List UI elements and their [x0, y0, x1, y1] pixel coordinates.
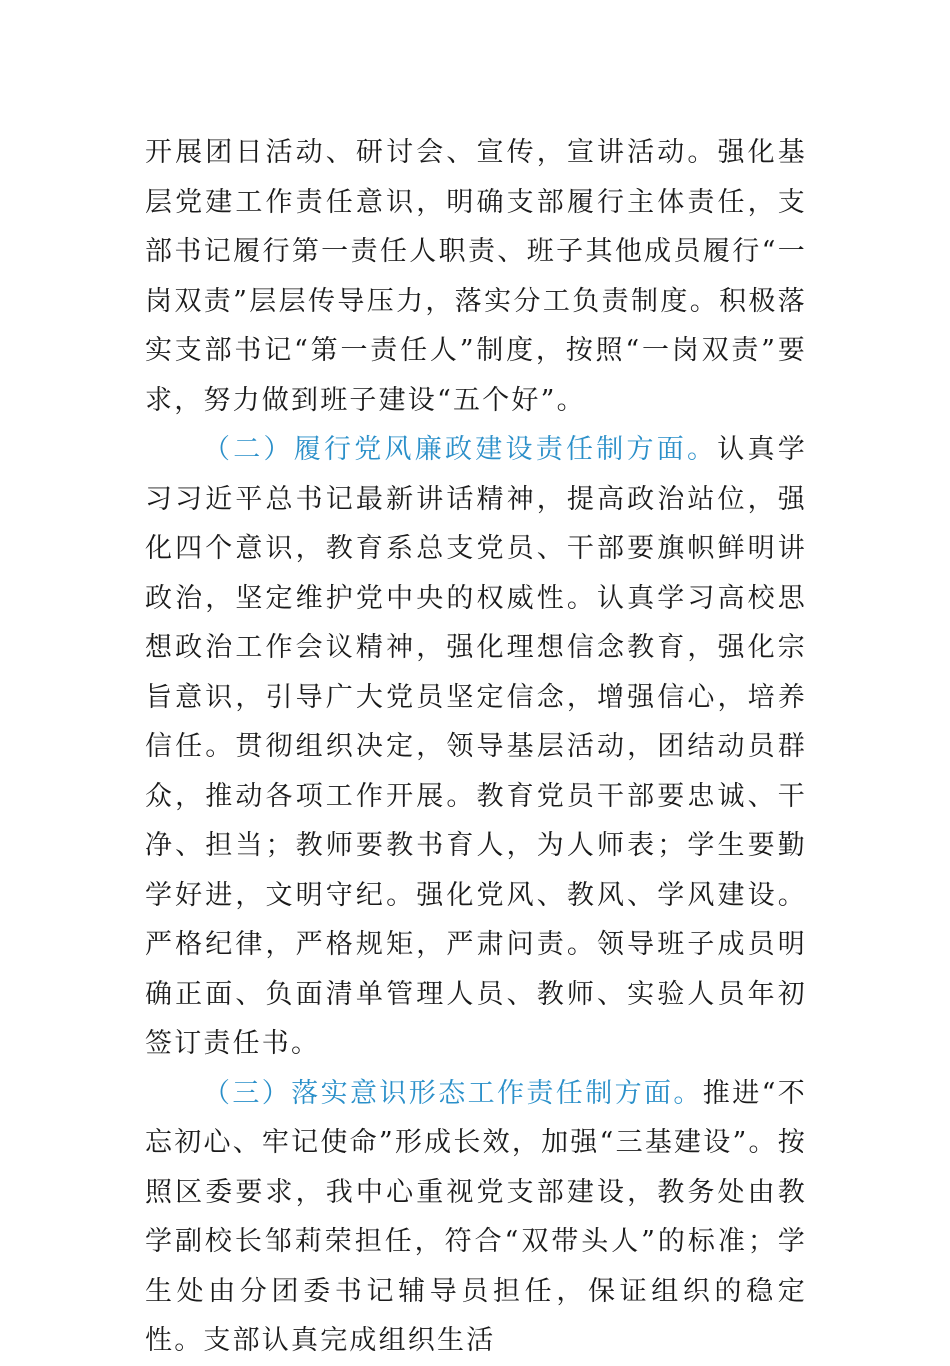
- paragraph-text: 推进“不忘初心、牢记使命”形成长效，加强“三基建设”。按照区委要求，我中心重视党支部建设，教务处由教学副校长邹莉荣担任，符合“双带头人”的标准；学生处由分团委书记辅导员担任，保证组织的稳定性。支部认真完成组织生活: [145, 1077, 807, 1356]
- paragraph-section-2: [145, 425, 807, 1069]
- paragraph-text: 认真学习习近平总书记最新讲话精神，提高政治站位，强化四个意识，教育系总支党员、干部要旗帜鲜明讲政治，坚定维护党中央的权威性。认真学习高校思想政治工作会议精神，强化理想信念教育，强化宗旨意识，引导广大党员坚定信念，增强信心，培养信任。贯彻组织决定，领导基层活动，团结动员群众，推动各项工作开展。教育党员干部要忠诚、干净、担当；教师要教书育人，为人师表；学生要勤学好进，文明守纪。强化党风、教风、学风建设。严格纪律，严格规矩，严肃问责。领导班子成员明确正面、负面清单管理人员、教师、实验人员年初签订责任书。: [145, 434, 807, 1059]
- section-heading-3: （三）落实意识形态工作责任制方面。: [203, 1077, 703, 1109]
- paragraph-text: 开展团日活动、研讨会、宣传，宣讲活动。强化基层党建工作责任意识，明确支部履行主体责任，支部书记履行第一责任人职责、班子其他成员履行“一岗双责”层层传导压力，落实分工负责制度。积极落实支部书记“第一责任人”制度，按照“一岗双责”要求，努力做到班子建设“五个好”。: [145, 137, 807, 416]
- section-heading-2: （二）履行党风廉政建设责任制方面。: [203, 434, 718, 465]
- paragraph-continuation: [145, 128, 807, 425]
- paragraph-section-3: [145, 1069, 807, 1366]
- document-body: [145, 128, 807, 1366]
